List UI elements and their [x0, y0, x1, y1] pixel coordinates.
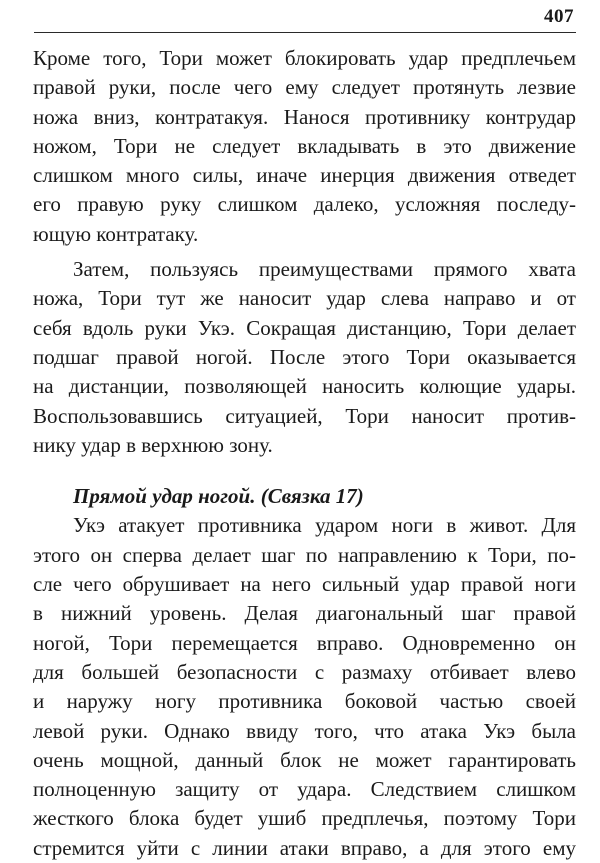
text-line: ющую контратаку.: [33, 221, 199, 246]
header-rule: [34, 32, 576, 33]
text-line: Кроме того, Тори может блокировать удар предплечьем: [33, 46, 576, 70]
text-line: левой руки. Однако ввиду того, что атака Укэ была: [33, 718, 576, 743]
text-line: слишком много силы, иначе инерция движения отведет: [33, 163, 576, 188]
section-kick: [33, 482, 576, 863]
text-line: Воспользовавшись ситуацией, Тори наносит против-: [33, 403, 576, 428]
text-line: в нижний уровень. Делая диагональный шаг правой: [33, 601, 576, 626]
text-line: очень мощной, данный блок не может гарантировать: [33, 747, 576, 772]
paragraph-2: [33, 255, 576, 460]
paragraph-1: [33, 44, 576, 249]
text-line: сле чего обрушивает на него сильный удар правой ноги: [33, 572, 576, 597]
text-line: ножа, Тори тут же наносит удар слева направо и от: [33, 286, 576, 311]
text-line: правой руки, после чего ему следует протянуть лезвие: [33, 75, 576, 100]
text-line: стремится уйти с линии атаки вправо, а для этого ему: [33, 835, 576, 860]
text-line: на дистанции, позволяющей наносить колющие удары.: [33, 374, 576, 399]
text-line: жесткого блока будет ушиб предплечья, поэтому Тори: [33, 806, 576, 831]
text-line: для большей безопасности с размаху отбивает влево: [33, 659, 576, 684]
text-line: ногой, Тори перемещается вправо. Одновременно он: [33, 630, 576, 655]
text-line: и наружу ногу противника боковой частью своей: [33, 689, 576, 714]
text-line: этого он сперва делает шаг по направлению к Тори, по-: [33, 542, 576, 567]
text-line: Укэ атакует противника ударом ноги в живот. Для: [73, 513, 576, 538]
text-line: нику удар в верхнюю зону.: [33, 432, 273, 457]
text-line: полноценную защиту от удара. Следствием слишком: [33, 777, 576, 802]
section-heading: Прямой удар ногой. (Связка 17): [73, 484, 364, 509]
page-number: 407: [544, 6, 574, 27]
text-line: Затем, пользуясь преимуществами прямого хвата: [73, 257, 576, 282]
text-line: себя вдоль руки Укэ. Сокращая дистанцию, Тори делает: [33, 315, 576, 340]
text-line: подшаг правой ногой. После этого Тори оказывается: [33, 344, 576, 369]
text-line: ножом, Тори не следует вкладывать в это движение: [33, 133, 576, 158]
section-gap: [33, 460, 576, 482]
text-line: его правую руку слишком далеко, усложняя последу-: [33, 192, 576, 217]
body-text: [33, 44, 576, 863]
text-line: ножа вниз, контратакуя. Нанося противнику контрудар: [33, 104, 576, 129]
